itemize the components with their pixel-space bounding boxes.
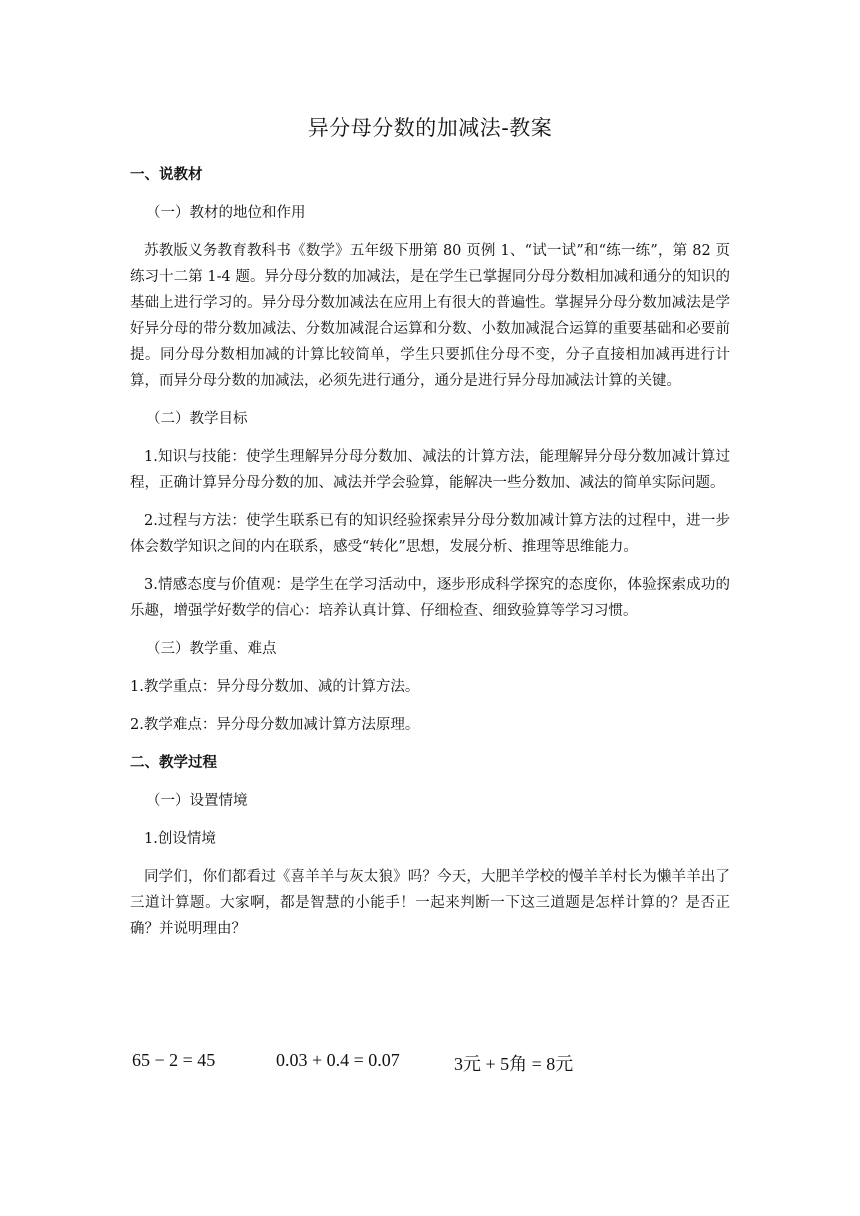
formula-3: 3元 + 5角 = 8元 (454, 1054, 574, 1074)
formula-1: 65 − 2 = 45 (132, 1050, 216, 1070)
document-body (130, 162, 730, 954)
document-title: 异分母分数的加减法-教案 (307, 116, 553, 140)
difficult-point: 2.教学难点：异分母分数加减计算方法原理。 (130, 717, 420, 733)
goal-process: 2.过程与方法：使学生联系已有的知识经验探索异分母分数加减计算方法的过程中，进一步体会数学知识之间的内在联系，感受“转化”思想，发展分析、推理等思维能力。 (130, 513, 730, 555)
subheading-key-points: （三）教学重、难点 (146, 641, 277, 657)
key-point: 1.教学重点：异分母分数加、减的计算方法。 (130, 679, 420, 695)
subheading-textbook-role: （一）教材的地位和作用 (146, 205, 306, 221)
goal-attitude: 3.情感态度与价值观：是学生在学习活动中，逐步形成科学探究的态度你，体验探索成功的乐趣，增强学好数学的信心：培养认真计算、仔细检查、细致验算等学习习惯。 (130, 577, 730, 619)
section-heading-1: 一、说教材 (130, 167, 203, 183)
paragraph-scene: 同学们，你们都看过《喜羊羊与灰太狼》吗？今天，大肥羊学校的慢羊羊村长为懒羊羊出了三道计算题。大家啊，都是智慧的小能手！一起来判断一下这三道题是怎样计算的？是否正确？并说明理由？ (130, 869, 730, 937)
subheading-set-scene: （一）设置情境 (146, 793, 248, 809)
paragraph-textbook-role: 苏教版义务教育教科书《数学》五年级下册第 80 页例 1、“试一试”和“练一练”，第 82 页练习十二第 1-4 题。异分母分数的加减法，是在学生已掌握同分母分数相加减和通分的知识的基础上进行学习的。异分母分数加减法在应用上有很大的普遍性。掌握异分母分数加减法是学好异分母的带分数加减法、分数加减混合运算和分数、小数加减混合运算的重要基础和必要前提。同分母分数相加减的计算比较简单，学生只要抓住分母不变，分子直接相加减再进行计算，而异分母分数的加减法，必须先进行通分，通分是进行异分母加减法计算的关键。 (130, 243, 730, 389)
formula-2: 0.03 + 0.4 = 0.07 (276, 1050, 400, 1070)
goal-knowledge: 1.知识与技能：使学生理解异分母分数加、减法的计算方法，能理解异分母分数加减计算过程，正确计算异分母分数的加、减法并学会验算，能解决一些分数加、减法的简单实际问题。 (130, 449, 730, 491)
section-heading-2: 二、教学过程 (130, 755, 217, 771)
subheading-teaching-goals: （二）教学目标 (146, 411, 248, 427)
formula-row (130, 1050, 730, 1076)
step-create-scene: 1.创设情境 (144, 831, 216, 847)
